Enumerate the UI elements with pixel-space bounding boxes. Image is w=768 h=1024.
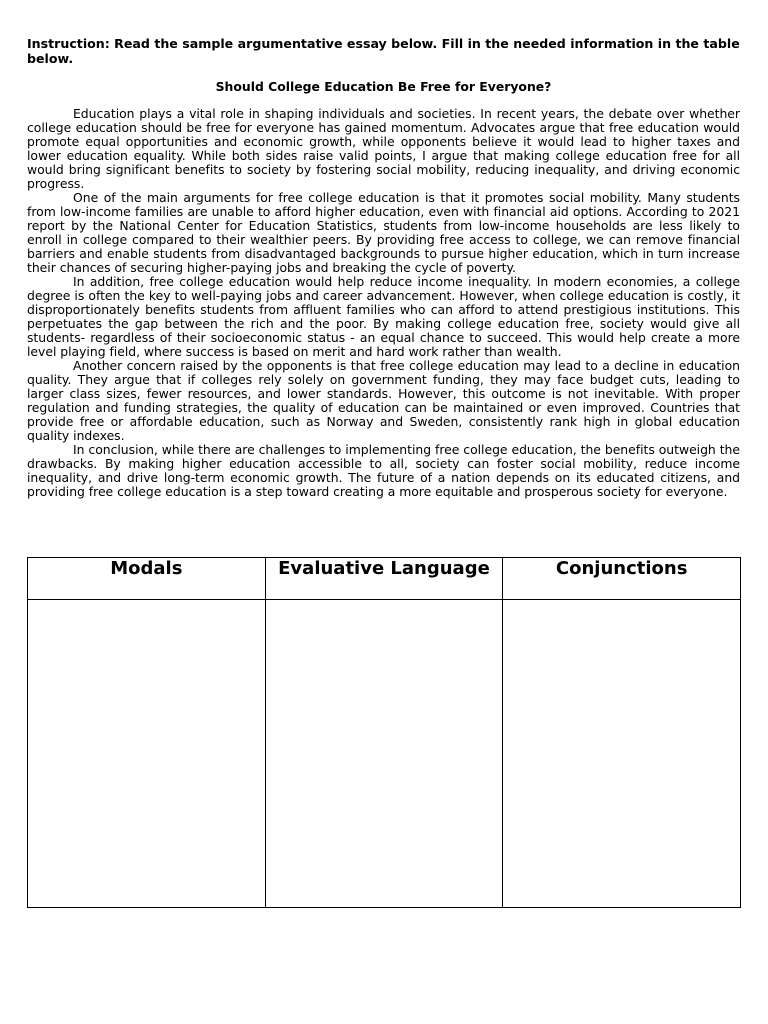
header-evaluative-language: Evaluative Language [265,558,503,600]
essay-paragraph-2: One of the main arguments for free college education is that it promotes social mobility. Many students from low-income families are unable to afford higher education, even with financial aid options. According to 2021 report by the National Center for Education Statistics, students from low-income households are less likely to enroll in college compared to their wealthier peers. By providing free access to college, we can remove financial barriers and enable students from disadvantaged backgrounds to pursue higher education, which in turn increase their chances of securing higher-paying jobs and breaking the cycle of poverty. [27,190,740,275]
header-modals: Modals [28,558,266,600]
essay-paragraph-1: Education plays a vital role in shaping individuals and societies. In recent years, the debate over whether college education should be free for everyone has gained momentum. Advocates argue that free education would promote equal opportunities and economic growth, while opponents believe it would lead to higher taxes and lower education equality. While both sides raise valid points, I argue that making college education free for all would bring significant benefits to society by fostering social mobility, reducing inequality, and driving economic progress. [27,106,740,191]
document-page [27,37,740,499]
cell-modals[interactable] [28,600,266,908]
essay-paragraph-5: In conclusion, while there are challenges to implementing free college education, the benefits outweigh the drawbacks. By making higher education accessible to all, society can foster social mobility, reduce income inequality, and drive long-term economic growth. The future of a nation depends on its educated citizens, and providing free college education is a step toward creating a more equitable and prosperous society for everyone. [27,442,740,499]
answer-table [27,557,741,908]
essay-body [27,107,740,499]
cell-evaluative-language[interactable] [265,600,503,908]
instruction-text: Instruction: Read the sample argumentative essay below. Fill in the needed information in the table below. [27,36,740,66]
essay-paragraph-3: In addition, free college education would help reduce income inequality. In modern economies, a college degree is often the key to well-paying jobs and career advancement. However, when college education is costly, it disproportionately benefits students from affluent families who can afford to attend prestigious institutions. This perpetuates the gap between the rich and the poor. By making college education free, society would give all students- regardless of their socioeconomic status - an equal chance to succeed. This would help create a more level playing field, where success is based on merit and hard work rather than wealth. [27,274,740,359]
essay-paragraph-4: Another concern raised by the opponents is that free college education may lead to a decline in education quality. They argue that if colleges rely solely on government funding, they may face budget cuts, leading to larger class sizes, fewer resources, and lower standards. However, this outcome is not inevitable. With proper regulation and funding strategies, the quality of education can be maintained or even improved. Countries that provide free or affordable education, such as Norway and Sweden, consistently rank high in global education quality indexes. [27,358,740,443]
essay-title: Should College Education Be Free for Everyone? [215,79,552,94]
table-header-row [28,558,741,600]
table-row [28,600,741,908]
header-conjunctions: Conjunctions [503,558,741,600]
cell-conjunctions[interactable] [503,600,741,908]
